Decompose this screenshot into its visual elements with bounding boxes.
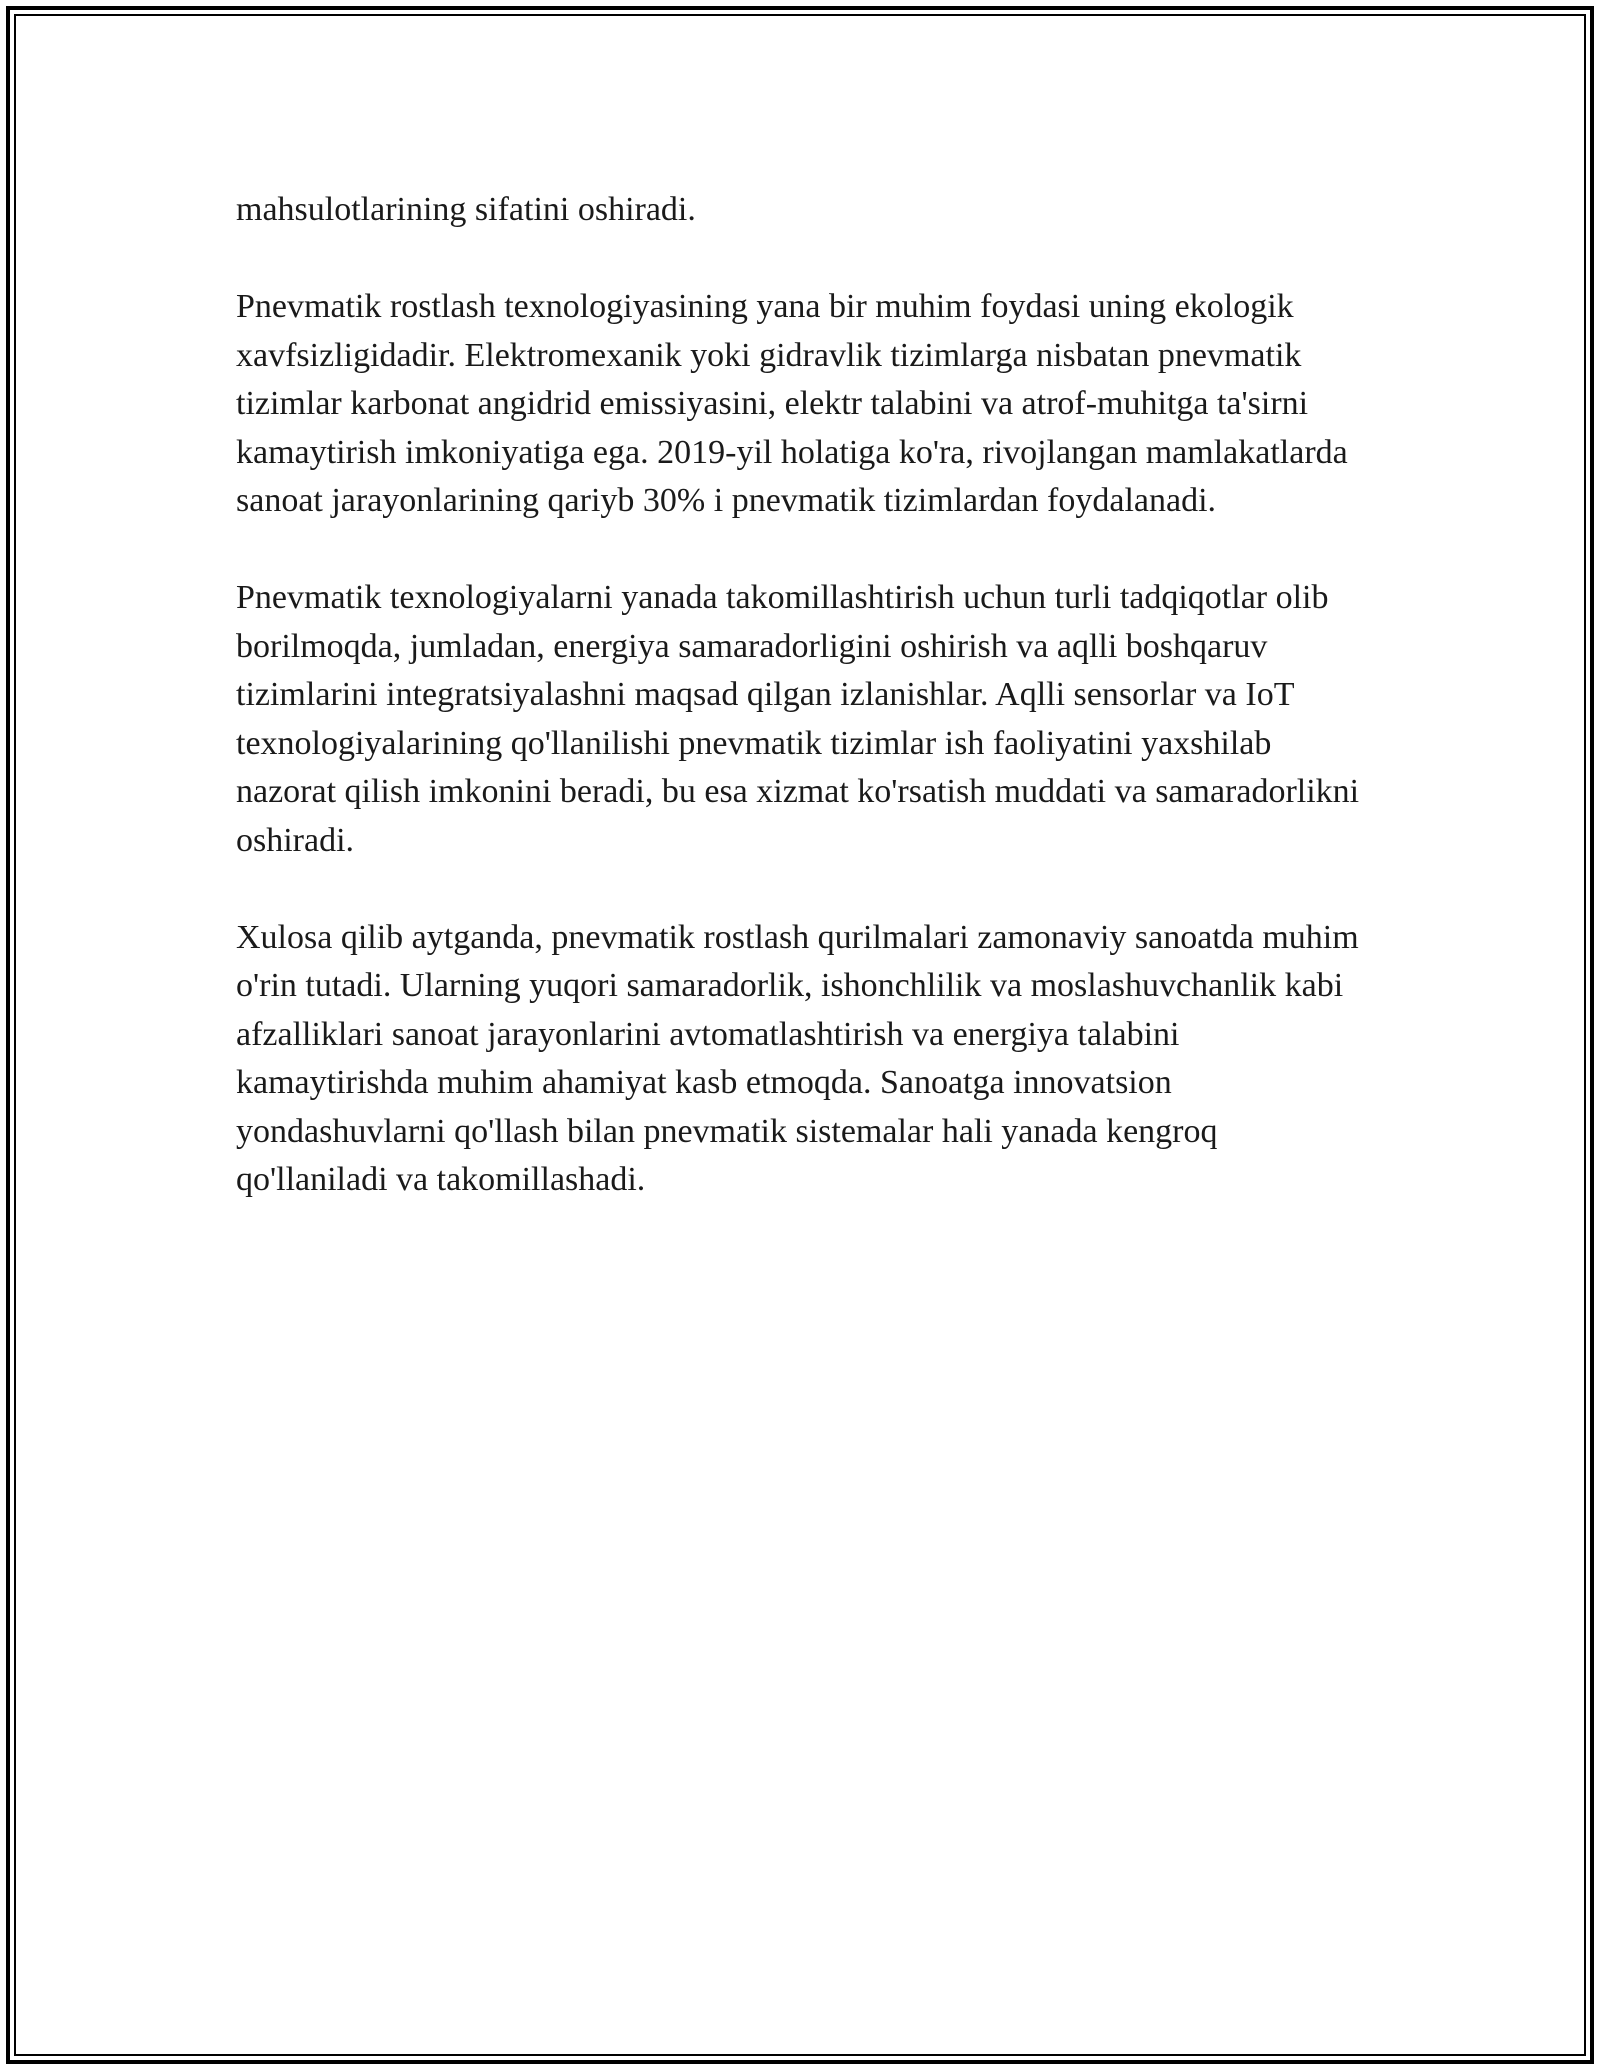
paragraph-research: Pnevmatik texnologiyalarni yanada takomillashtirish uchun turli tadqiqotlar olib borilmoqda, jumladan, energiya samaradorligini oshirish va aqlli boshqaruv tizimlarini integratsiyalashni maqsad qilgan izlanishlar. Aqlli sensorlar va IoT texnologiyalarining qo'llanilishi pnevmatik tizimlar ish faoliyatini yaxshilab nazorat qilish imkonini beradi, bu esa xizmat ko'rsatish muddati va samaradorlikni oshiradi. xyxy=(236,579,1360,859)
paragraph-continuation: mahsulotlarining sifatini oshiradi. xyxy=(236,191,696,228)
paragraph-ecology: Pnevmatik rostlash texnologiyasining yana bir muhim foydasi uning ekologik xavfsizligidadir. Elektromexanik yoki gidravlik tizimlarga nisbatan pnevmatik tizimlar karbonat angidrid emissiyasini, elektr talabini va atrof-muhitga ta'sirni kamaytirish imkoniyatiga ega. 2019-yil holatiga ko'ra, rivojlangan mamlakatlarda sanoat jarayonlarining qariyb 30% i pnevmatik tizimlardan foydalanadi. xyxy=(236,288,1348,519)
document-body xyxy=(236,186,1376,1253)
paragraph-conclusion: Xulosa qilib aytganda, pnevmatik rostlash qurilmalari zamonaviy sanoatda muhim o'rin tutadi. Ularning yuqori samaradorlik, ishonchlilik va moslashuvchanlik kabi afzalliklari sanoat jarayonlarini avtomatlashtirish va energiya talabini kamaytirishda muhim ahamiyat kasb etmoqda. Sanoatga innovatsion yondashuvlarni qo'llash bilan pnevmatik sistemalar hali yanada kengroq qo'llaniladi va takomillashadi. xyxy=(236,918,1359,1198)
